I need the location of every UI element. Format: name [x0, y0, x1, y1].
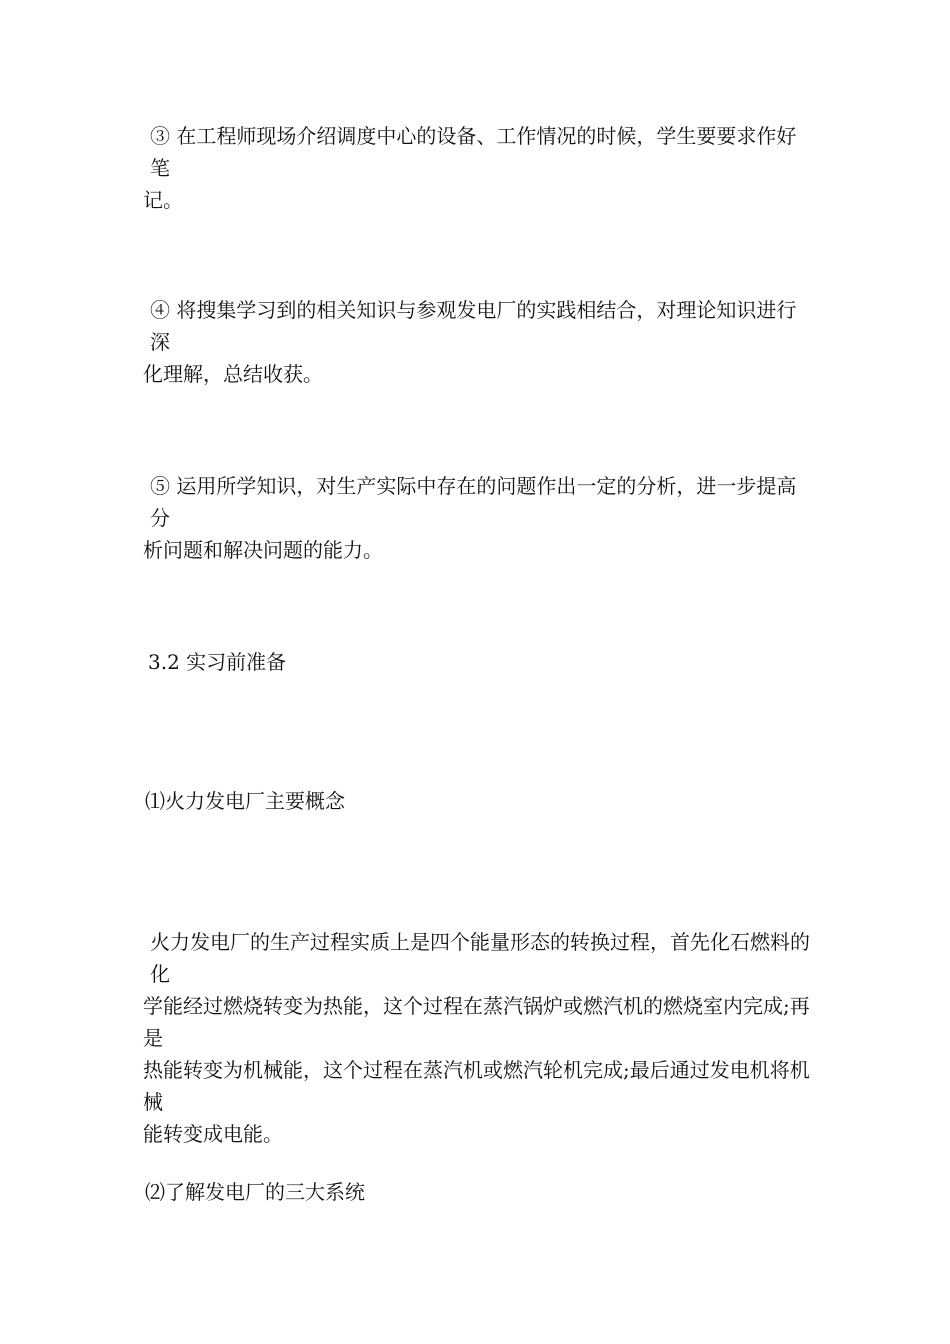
text-line: ③ 在工程师现场介绍调度中心的设备、工作情况的时候，学生要要求作好笔 — [150, 124, 797, 180]
text-line: 析问题和解决问题的能力。 — [143, 538, 383, 562]
text-line: 记。 — [143, 188, 183, 212]
body-paragraph — [143, 926, 811, 1150]
text-line: 化理解，总结收获。 — [143, 362, 323, 386]
text-line: 能转变成电能。 — [143, 1122, 283, 1146]
text-line: 热能转变为机械能，这个过程在蒸汽机或燃汽轮机完成;最后通过发电机将机械 — [143, 1058, 810, 1114]
subheading-concepts: ⑴火力发电厂主要概念 — [145, 789, 345, 813]
text-line: 学能经过燃烧转变为热能，这个过程在蒸汽锅炉或燃汽机的燃烧室内完成;再是 — [143, 994, 810, 1050]
paragraph-item-3 — [143, 120, 811, 216]
text-line: 火力发电厂的生产过程实质上是四个能量形态的转换过程，首先化石燃料的化 — [150, 930, 810, 986]
text-line: ⑤ 运用所学知识，对生产实际中存在的问题作出一定的分析，进一步提高分 — [150, 474, 797, 530]
paragraph-item-4 — [143, 294, 811, 390]
subheading-three-systems: ⑵了解发电厂的三大系统 — [145, 1180, 365, 1204]
section-heading: 3.2 实习前准备 — [148, 650, 287, 674]
text-line: ④ 将搜集学习到的相关知识与参观发电厂的实践相结合，对理论知识进行深 — [150, 298, 797, 354]
paragraph-item-5 — [143, 470, 811, 566]
